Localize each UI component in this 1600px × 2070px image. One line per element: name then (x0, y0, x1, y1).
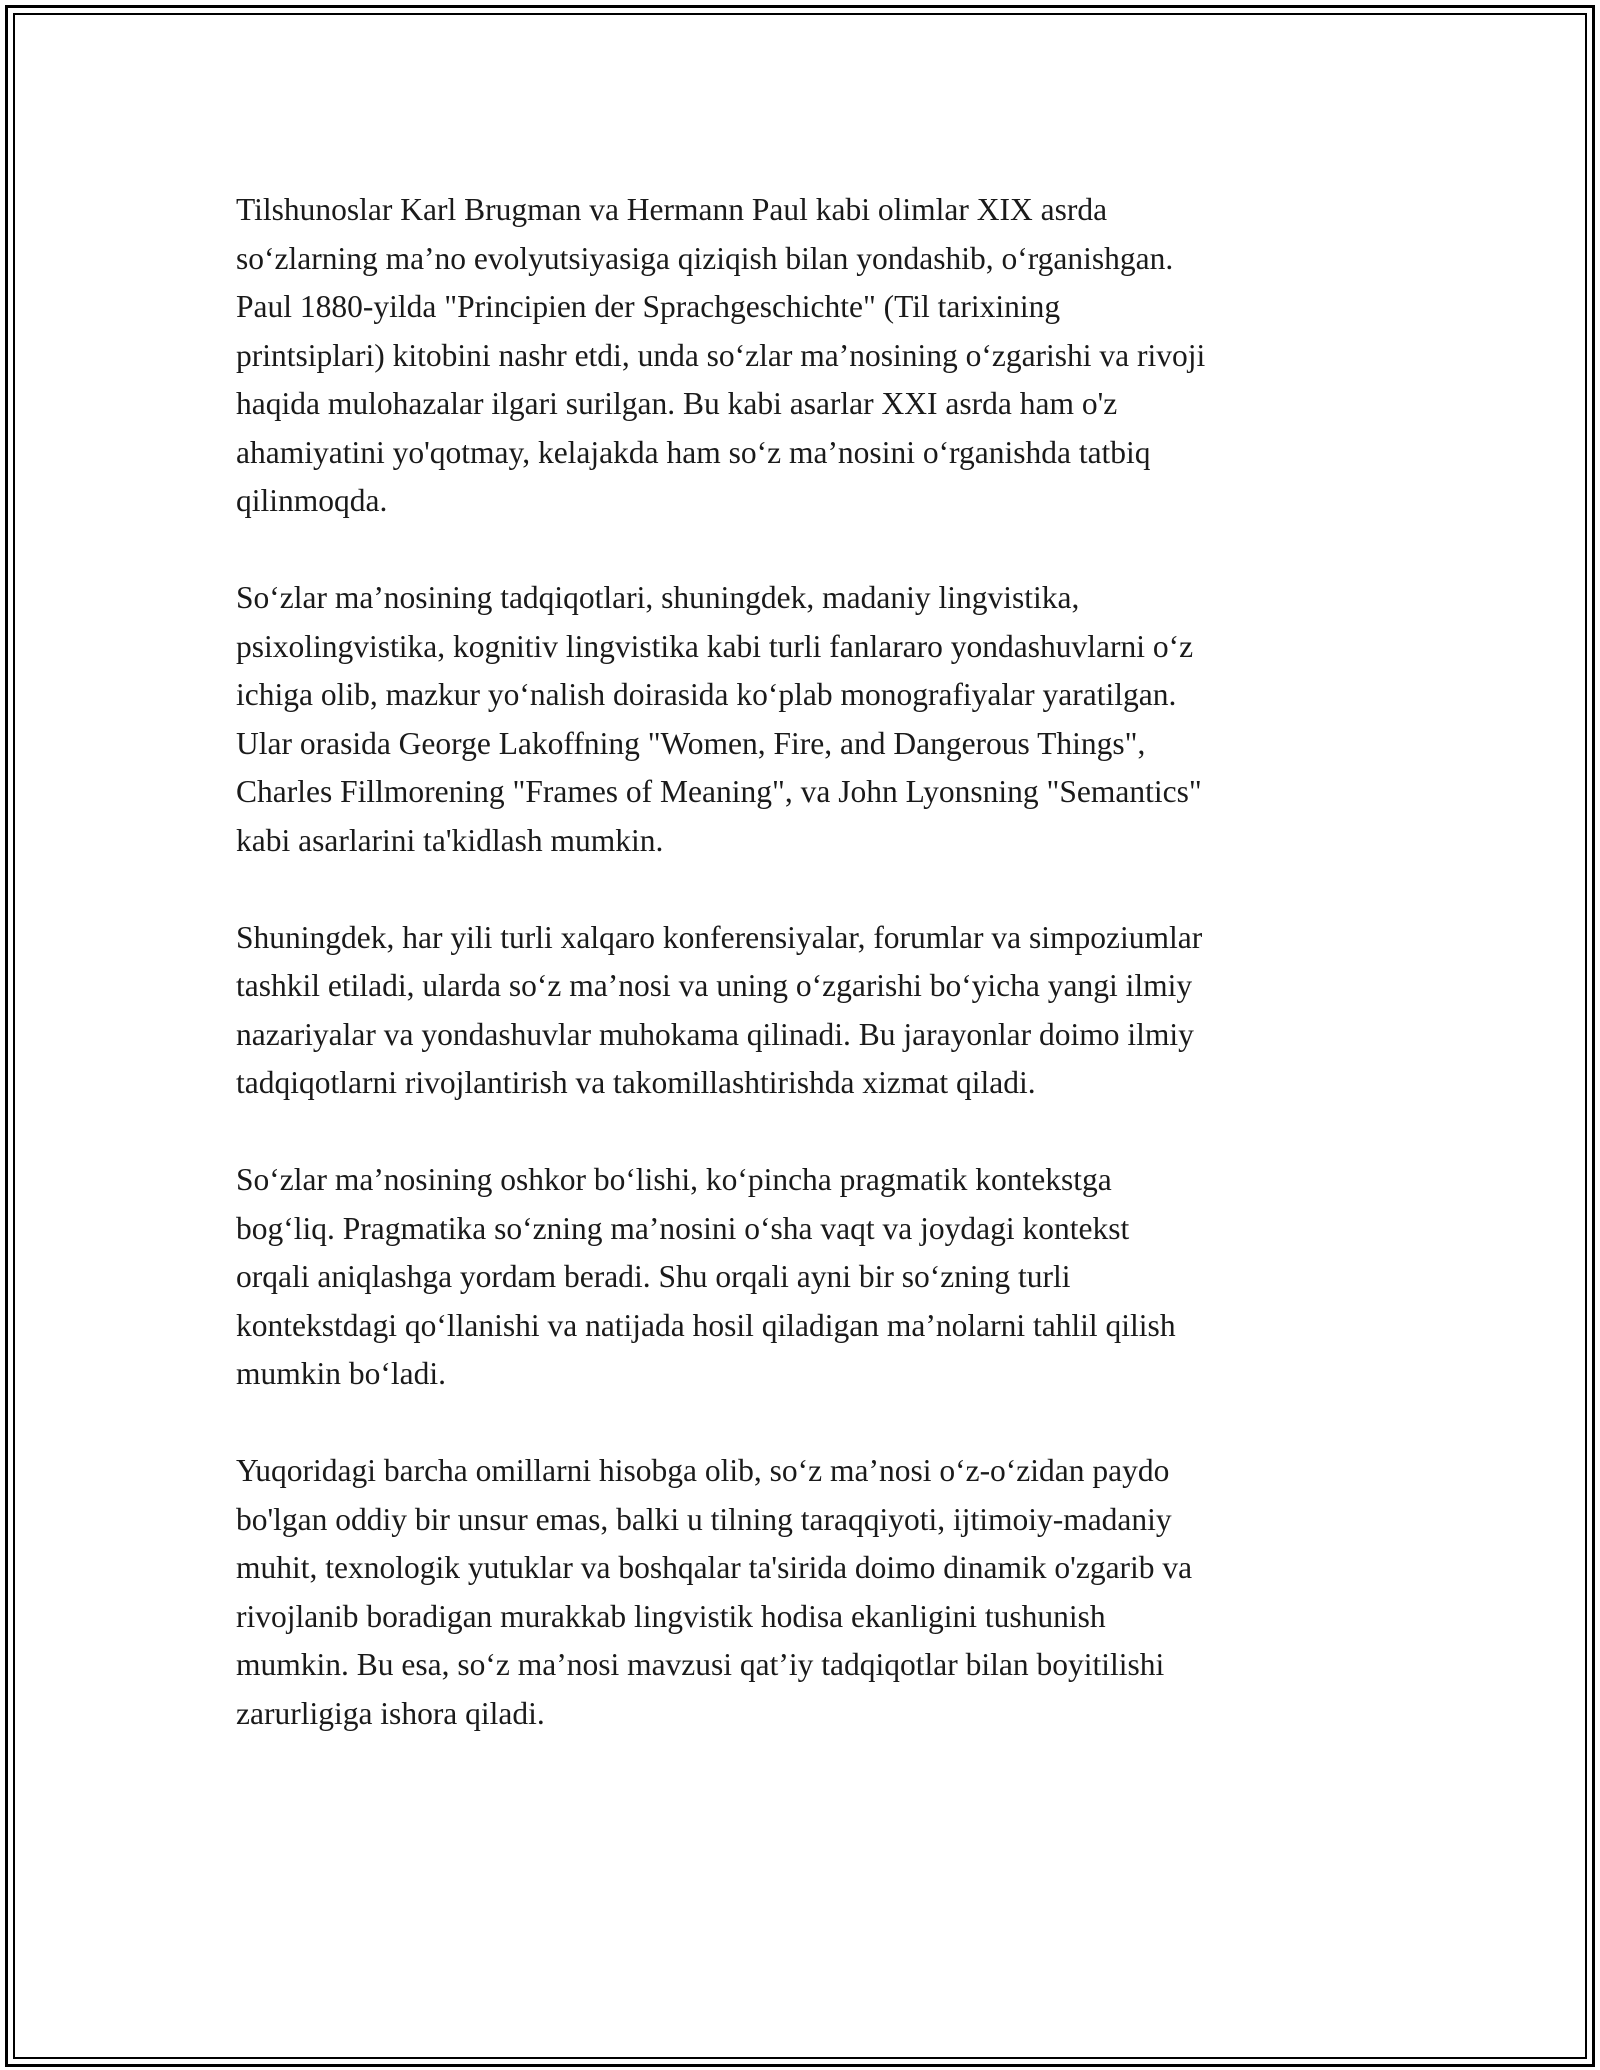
text-line: haqida mulohazalar ilgari surilgan. Bu kabi asarlar XXI asrda ham o'z (236, 386, 1118, 421)
text-line: So‘zlar ma’nosining tadqiqotlari, shuningdek, madaniy lingvistika, (236, 580, 1080, 615)
text-line: kontekstdagi qo‘llanishi va natijada hosil qiladigan ma’nolarni tahlil qilish (236, 1307, 1176, 1343)
text-line: Tilshunoslar Karl Brugman va Hermann Paul kabi olimlar XIX asrda (236, 192, 1108, 227)
text-line: rivojlanib boradigan murakkab lingvistik hodisa ekanligini tushunish (236, 1598, 1106, 1634)
text-line: mumkin bo‘ladi. (236, 1356, 446, 1391)
text-line: qilinmoqda. (236, 483, 388, 518)
text-line: psixolingvistika, kognitiv lingvistika kabi turli fanlararo yondashuvlarni o‘z (236, 628, 1194, 664)
text-line: muhit, texnologik yutuklar va boshqalar ta'sirida doimo dinamik o'zgarib va (236, 1550, 1193, 1585)
text-line: nazariyalar va yondashuvlar muhokama qilinadi. Bu jarayonlar doimo ilmiy (236, 1016, 1194, 1052)
text-line: kabi asarlarini ta'kidlash mumkin. (236, 822, 664, 858)
text-line: So‘zlar ma’nosining oshkor bo‘lishi, ko‘pincha pragmatik kontekstga (236, 1162, 1112, 1197)
text-line: Yuqoridagi barcha omillarni hisobga olib, so‘z ma’nosi o‘z-o‘zidan paydo (236, 1453, 1170, 1488)
text-line: ichiga olib, mazkur yo‘nalish doirasida ko‘plab monografiyalar yaratilgan. (236, 677, 1177, 712)
text-line: tashkil etiladi, ularda so‘z ma’nosi va uning o‘zgarishi bo‘yicha yangi ilmiy (236, 968, 1193, 1003)
text-line: Ular orasida George Lakoffning "Women, Fire, and Dangerous Things", (236, 725, 1146, 761)
text-line: Paul 1880-yilda "Principien der Sprachgeschichte" (Til tarixining (236, 289, 1061, 324)
text-line: bog‘liq. Pragmatika so‘zning ma’nosini o‘sha vaqt va joydagi kontekst (236, 1210, 1130, 1246)
text-line: printsiplari) kitobini nashr etdi, unda so‘zlar ma’nosining o‘zgarishi va rivoji (236, 337, 1206, 373)
text-line: Charles Fillmorening "Frames of Meaning", va John Lyonsning "Semantics" (236, 774, 1202, 809)
paragraph-5 (236, 1447, 1386, 1738)
paragraph-4 (236, 1156, 1386, 1399)
text-line: Shuningdek, har yili turli xalqaro konferensiyalar, forumlar va simpoziumlar (236, 919, 1203, 955)
text-line: bo'lgan oddiy bir unsur emas, balki u tilning taraqqiyoti, ijtimoiy-madaniy (236, 1501, 1172, 1537)
document-body (236, 186, 1386, 1787)
text-line: tadqiqotlarni rivojlantirish va takomillashtirishda xizmat qiladi. (236, 1065, 1036, 1100)
text-line: zarurligiga ishora qiladi. (236, 1695, 545, 1731)
text-line: ahamiyatini yo'qotmay, kelajakda ham so‘z ma’nosini o‘rganishda tatbiq (236, 434, 1151, 470)
text-line: so‘zlarning ma’no evolyutsiyasiga qiziqish bilan yondashib, o‘rganishgan. (236, 240, 1174, 276)
paragraph-2 (236, 574, 1386, 865)
text-line: orqali aniqlashga yordam beradi. Shu orqali ayni bir so‘zning turli (236, 1259, 1071, 1294)
paragraph-3 (236, 914, 1386, 1108)
paragraph-1 (236, 186, 1386, 526)
text-line: mumkin. Bu esa, so‘z ma’nosi mavzusi qat’iy tadqiqotlar bilan boyitilishi (236, 1647, 1165, 1682)
